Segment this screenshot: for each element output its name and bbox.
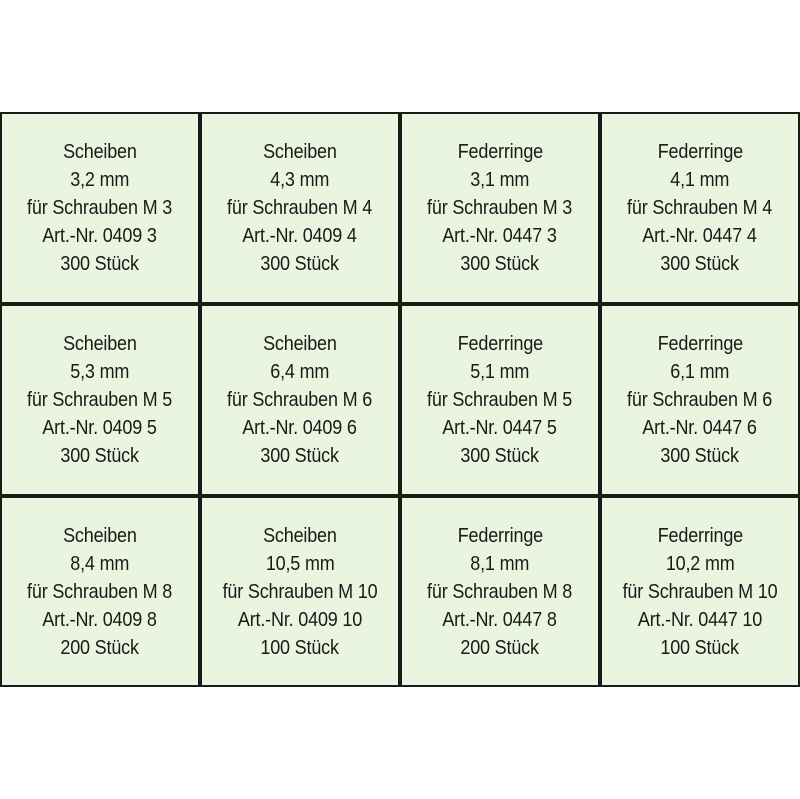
size: 8,4 mm: [70, 552, 130, 575]
product-type: Scheiben: [63, 333, 137, 355]
compartment-label: [401, 497, 599, 686]
quantity: 300 Stück: [460, 253, 540, 275]
product-type: Federringe: [657, 333, 743, 355]
compartment-label: [601, 497, 799, 686]
quantity: 300 Stück: [60, 253, 140, 275]
article-number: Art.-Nr. 0447 8: [442, 608, 558, 631]
article-number: Art.-Nr. 0447 6: [642, 417, 758, 439]
quantity: 300 Stück: [60, 445, 140, 467]
article-number: Art.-Nr. 0409 4: [242, 225, 358, 247]
screw-size: für Schrauben M 4: [627, 197, 773, 219]
screw-size: für Schrauben M 5: [27, 389, 173, 411]
size: 8,1 mm: [470, 552, 530, 575]
compartment-label: [401, 113, 599, 303]
product-type: Scheiben: [63, 141, 137, 163]
quantity: 200 Stück: [460, 636, 540, 659]
screw-size: für Schrauben M 10: [622, 580, 778, 603]
article-number: Art.-Nr. 0409 10: [237, 608, 363, 631]
quantity: 300 Stück: [660, 445, 740, 467]
compartment-label: [1, 113, 199, 303]
article-number: Art.-Nr. 0409 8: [42, 608, 158, 631]
size: 10,5 mm: [265, 552, 335, 575]
quantity: 300 Stück: [260, 253, 340, 275]
quantity: 200 Stück: [60, 636, 140, 659]
size: 6,4 mm: [270, 361, 330, 383]
size: 3,1 mm: [470, 169, 530, 191]
screw-size: für Schrauben M 5: [427, 389, 573, 411]
compartment-label: [201, 113, 399, 303]
screw-size: für Schrauben M 3: [27, 197, 173, 219]
product-type: Federringe: [657, 524, 743, 547]
compartment-label: [1, 497, 199, 686]
article-number: Art.-Nr. 0409 3: [42, 225, 158, 247]
compartment-label: [201, 497, 399, 686]
size: 4,3 mm: [270, 169, 330, 191]
screw-size: für Schrauben M 6: [227, 389, 373, 411]
compartment-label: [601, 305, 799, 495]
product-type: Scheiben: [263, 333, 337, 355]
screw-size: für Schrauben M 4: [227, 197, 373, 219]
product-type: Scheiben: [63, 524, 137, 547]
size: 10,2 mm: [665, 552, 735, 575]
article-number: Art.-Nr. 0447 3: [442, 225, 558, 247]
screw-size: für Schrauben M 3: [427, 197, 573, 219]
quantity: 100 Stück: [660, 636, 740, 659]
article-number: Art.-Nr. 0447 4: [642, 225, 758, 247]
compartment-label: [201, 305, 399, 495]
quantity: 300 Stück: [260, 445, 340, 467]
compartment-label: [1, 305, 199, 495]
product-type: Federringe: [457, 141, 543, 163]
size: 5,3 mm: [70, 361, 130, 383]
product-type: Scheiben: [263, 524, 337, 547]
article-number: Art.-Nr. 0447 5: [442, 417, 558, 439]
product-type: Scheiben: [263, 141, 337, 163]
size: 3,2 mm: [70, 169, 130, 191]
article-number: Art.-Nr. 0409 5: [42, 417, 158, 439]
quantity: 300 Stück: [460, 445, 540, 467]
size: 4,1 mm: [670, 169, 730, 191]
product-type: Federringe: [657, 141, 743, 163]
screw-size: für Schrauben M 10: [222, 580, 378, 603]
article-number: Art.-Nr. 0409 6: [242, 417, 358, 439]
screw-size: für Schrauben M 8: [27, 580, 173, 603]
article-number: Art.-Nr. 0447 10: [637, 608, 763, 631]
screw-size: für Schrauben M 8: [427, 580, 573, 603]
compartment-label: [601, 113, 799, 303]
quantity: 100 Stück: [260, 636, 340, 659]
product-type: Federringe: [457, 333, 543, 355]
size: 6,1 mm: [670, 361, 730, 383]
compartment-label: [401, 305, 599, 495]
quantity: 300 Stück: [660, 253, 740, 275]
product-type: Federringe: [457, 524, 543, 547]
screw-size: für Schrauben M 6: [627, 389, 773, 411]
assortment-label-grid: [0, 112, 800, 687]
size: 5,1 mm: [470, 361, 530, 383]
